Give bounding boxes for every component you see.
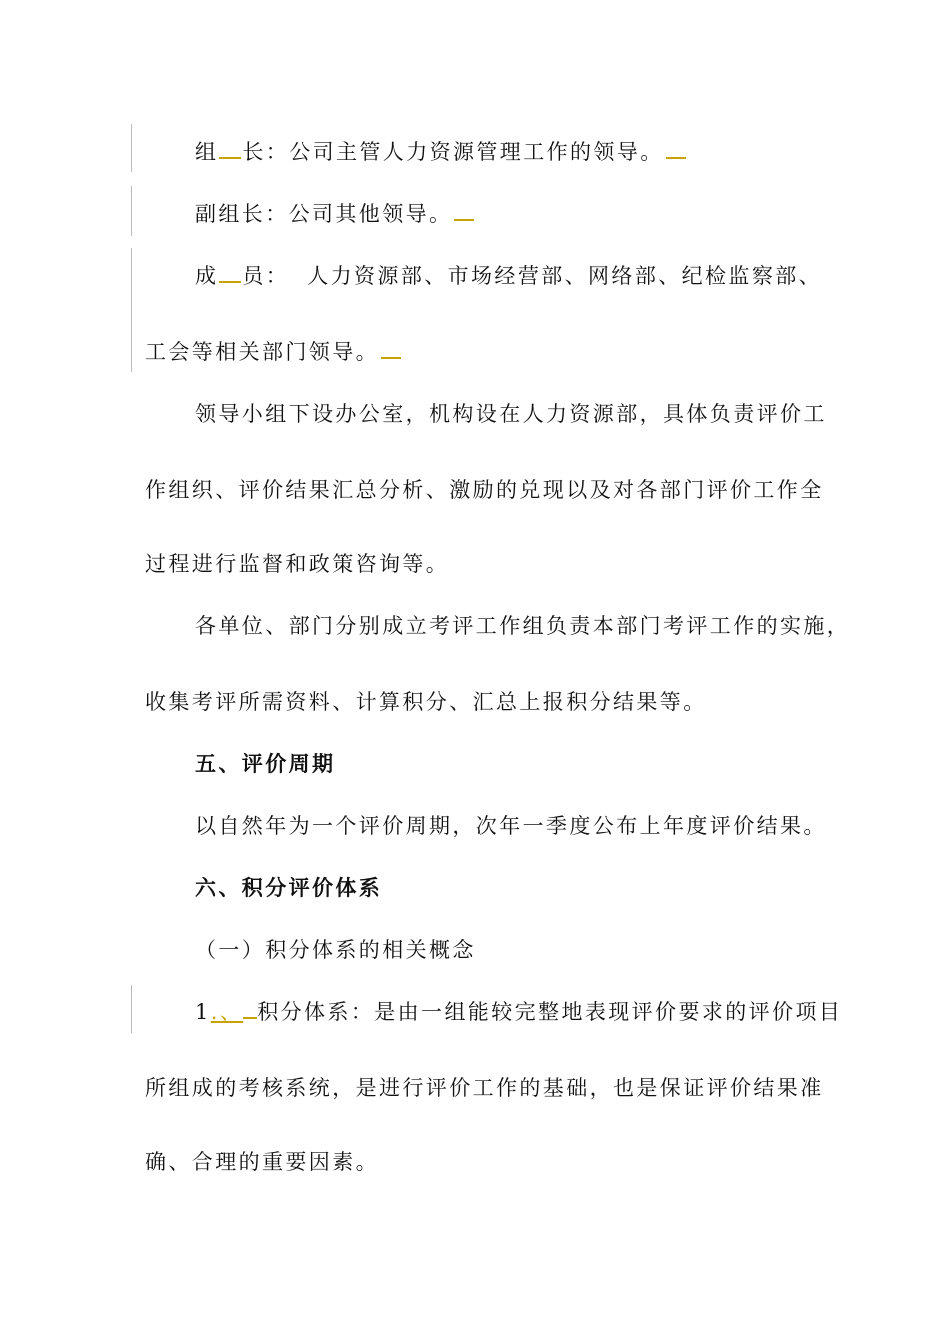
paragraph-line: 以自然年为一个评价周期，次年一季度公布上年度评价结果。 — [195, 814, 827, 838]
change-bar — [131, 186, 132, 236]
paragraph-line: 各单位、部门分别成立考评工作组负责本部门考评工作的实施， — [195, 614, 851, 638]
text-segment: 副组长：公司其他领导。 — [195, 202, 453, 226]
revision-mark: .、 — [210, 1000, 244, 1024]
group-leader-line — [195, 138, 686, 166]
text-segment: 积分体系：是由一组能较完整地表现评价要求的评价项目 — [257, 1000, 843, 1024]
change-bar — [131, 248, 132, 372]
deputy-leader-line — [195, 200, 474, 228]
text-segment: 组 — [195, 140, 219, 164]
revision-mark — [381, 341, 401, 359]
inserted-space-mark — [219, 263, 241, 283]
subsection-heading: （一）积分体系的相关概念 — [195, 938, 476, 962]
paragraph-line: 领导小组下设办公室，机构设在人力资源部，具体负责评价工 — [195, 402, 827, 426]
numbered-item-line — [195, 998, 842, 1026]
paragraph-line: 作组织、评价结果汇总分析、激励的兑现以及对各部门评价工作全 — [145, 478, 824, 502]
text-segment: 员： — [242, 264, 290, 288]
revision-mark — [243, 1001, 257, 1019]
members-line-cont — [145, 338, 401, 366]
paragraph-line: 确、合理的重要因素。 — [145, 1150, 379, 1174]
paragraph-line: 收集考评所需资料、计算积分、汇总上报积分结果等。 — [145, 690, 707, 714]
revision-mark — [454, 203, 474, 221]
paragraph-line: 过程进行监督和政策咨询等。 — [145, 552, 450, 576]
change-bar — [131, 985, 132, 1033]
revision-mark — [666, 141, 686, 159]
text-segment: 人力资源部、市场经营部、网络部、纪检监察部、 — [307, 264, 823, 288]
inserted-space-mark — [219, 139, 241, 159]
section-heading: 五、评价周期 — [195, 751, 336, 776]
item-number: 1 — [195, 1000, 211, 1024]
section-heading: 六、积分评价体系 — [195, 875, 383, 900]
text-segment: 长：公司主管人力资源管理工作的领导。 — [242, 140, 664, 164]
change-bar — [131, 124, 132, 172]
text-segment: 成 — [195, 264, 219, 288]
paragraph-line: 所组成的考核系统，是进行评价工作的基础，也是保证评价结果准 — [145, 1076, 824, 1100]
text-segment: 工会等相关部门领导。 — [145, 340, 379, 364]
members-line — [195, 262, 822, 290]
